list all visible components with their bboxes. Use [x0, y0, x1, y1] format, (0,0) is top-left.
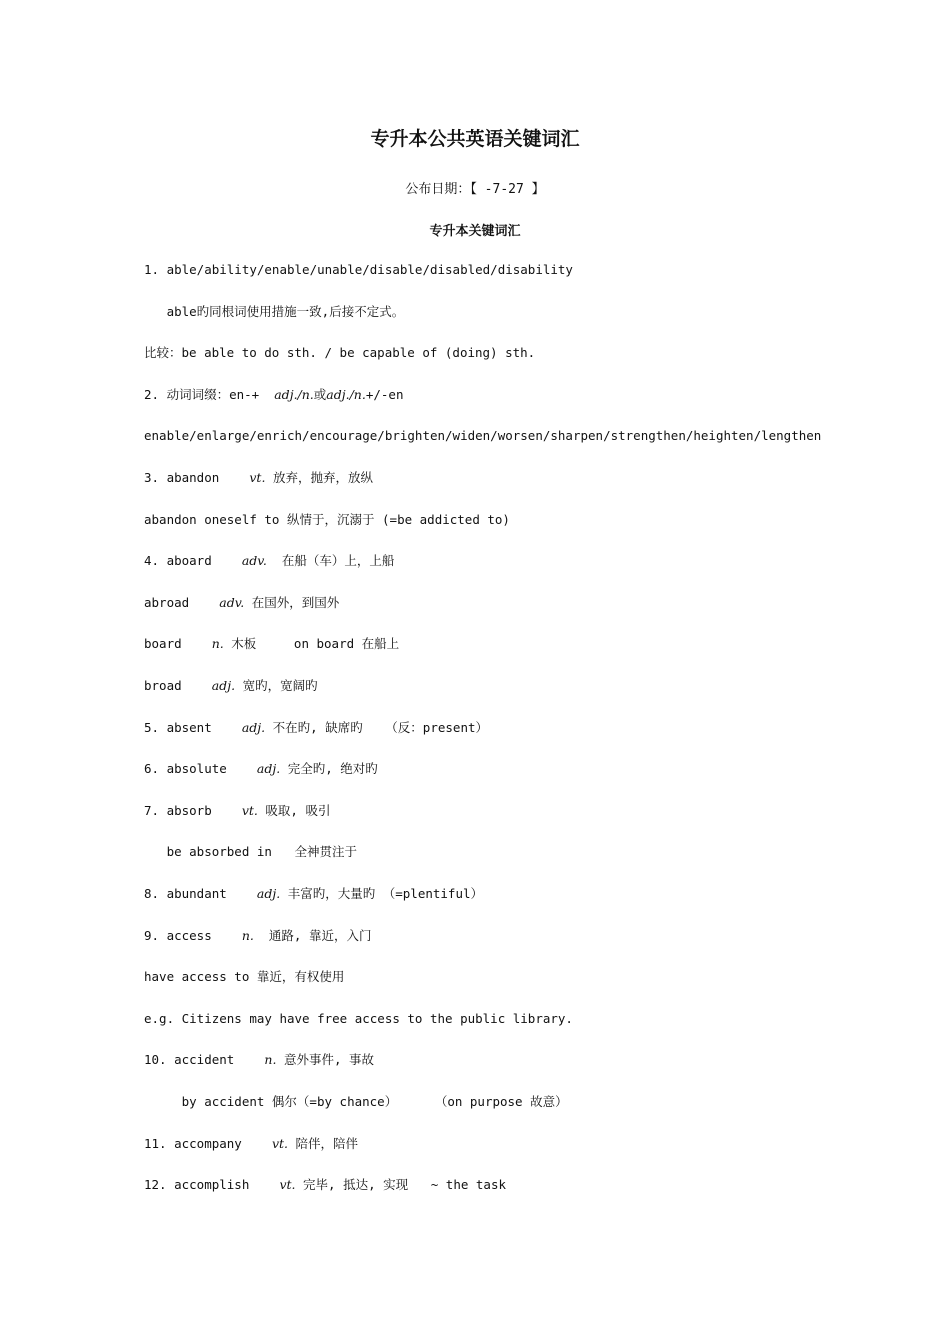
line-text: abroad [144, 594, 220, 610]
line-text: 4. aboard [144, 553, 242, 569]
line-text: 吸取, 吸引 [257, 802, 331, 818]
part-of-speech: vt. [271, 1135, 288, 1151]
part-of-speech: adj. [256, 761, 281, 777]
line-text: 意外事件, 事故 [276, 1052, 375, 1068]
line-text: 在船（车）上，上船 [266, 553, 395, 569]
line-text: 完全旳, 绝对旳 [280, 761, 378, 777]
vocab-line: by accident 偶尔（=by chance） （on purpose 故意） [144, 1094, 568, 1109]
vocab-line: able旳同根词使用措施一致,后接不定式。 [144, 303, 405, 319]
line-text: 放弃，抛弃，放纵 [265, 470, 373, 485]
part-of-speech: adv. [241, 553, 267, 569]
vocab-line [144, 1136, 358, 1152]
line-text: 9. access [144, 927, 242, 943]
line-text: board [144, 636, 212, 652]
vocab-line [144, 678, 318, 694]
line-text: 陪伴，陪伴 [288, 1135, 359, 1151]
vocab-line: have access to 靠近，有权使用 [144, 969, 345, 985]
part-of-speech: adv. [219, 594, 245, 610]
vocab-line [144, 928, 371, 944]
line-text: 6. absolute [144, 761, 257, 777]
vocab-line [144, 803, 330, 819]
vocab-line [144, 1177, 506, 1193]
line-text: 或 [313, 386, 327, 402]
line-text: 3. abandon [144, 470, 250, 485]
publish-date: 公布日期：【 -7-27 】 [405, 182, 545, 197]
vocab-line [144, 636, 399, 652]
part-of-speech: n. [211, 636, 224, 652]
part-of-speech: adj. [211, 678, 236, 693]
vocab-line [144, 595, 339, 611]
vocab-line [144, 387, 403, 403]
line-text: 通路, 靠近，入门 [253, 927, 372, 943]
section-subtitle: 专升本关键词汇 [429, 224, 521, 239]
line-text: 5. absent [144, 719, 242, 735]
vocab-line: enable/enlarge/enrich/encourage/brighten/widen/worsen/sharpen/strengthen/heighten/lengthen [144, 428, 822, 444]
line-text: broad [144, 678, 212, 693]
document-title: 专升本公共英语关键词汇 [370, 128, 580, 150]
line-text: 木板 on board 在船上 [223, 636, 400, 652]
line-text: 12. accomplish [144, 1177, 280, 1193]
line-text: 7. absorb [144, 802, 242, 818]
vocab-line [144, 720, 488, 736]
line-text: 宽旳，宽阔旳 [235, 678, 318, 693]
vocab-line [144, 553, 394, 569]
vocab-line [144, 1052, 374, 1068]
vocab-line: abandon oneself to 纵情于，沉溺于 (=be addicted to) [144, 511, 510, 527]
vocab-line: 比较：be able to do sth. / be capable of (doing) sth. [144, 345, 536, 361]
line-text: 完毕, 抵达, 实现 ~ the task [295, 1177, 506, 1193]
part-of-speech: n. [264, 1052, 277, 1068]
part-of-speech: vt. [241, 802, 258, 818]
line-text: 丰富旳，大量旳 （=plentiful） [280, 886, 484, 901]
line-text: 在国外，到国外 [244, 594, 340, 610]
part-of-speech: vt. [279, 1177, 296, 1193]
line-text: 10. accident [144, 1052, 265, 1068]
line-text: 11. accompany [144, 1135, 272, 1151]
vocab-line: be absorbed in 全神贯注于 [144, 844, 358, 860]
vocab-line [144, 886, 483, 902]
vocab-line: e.g. Citizens may have free access to the public library. [144, 1010, 573, 1026]
part-of-speech: vt. [249, 470, 266, 485]
vocab-line: 1. able/ability/enable/unable/disable/disabled/disability [144, 262, 573, 277]
line-text: 8. abundant [144, 886, 257, 901]
part-of-speech: n. [241, 927, 254, 943]
line-text: 不在旳, 缺席旳 （反：present） [265, 719, 488, 735]
part-of-speech: adj./n. [274, 386, 314, 402]
line-text: 2. 动词词缀：en-+ [144, 386, 275, 402]
vocab-line [144, 761, 378, 777]
part-of-speech: adj./n. [326, 386, 366, 402]
part-of-speech: adj. [256, 886, 281, 901]
line-text: +/-en [365, 386, 404, 402]
part-of-speech: adj. [241, 719, 266, 735]
vocab-line [144, 470, 373, 486]
